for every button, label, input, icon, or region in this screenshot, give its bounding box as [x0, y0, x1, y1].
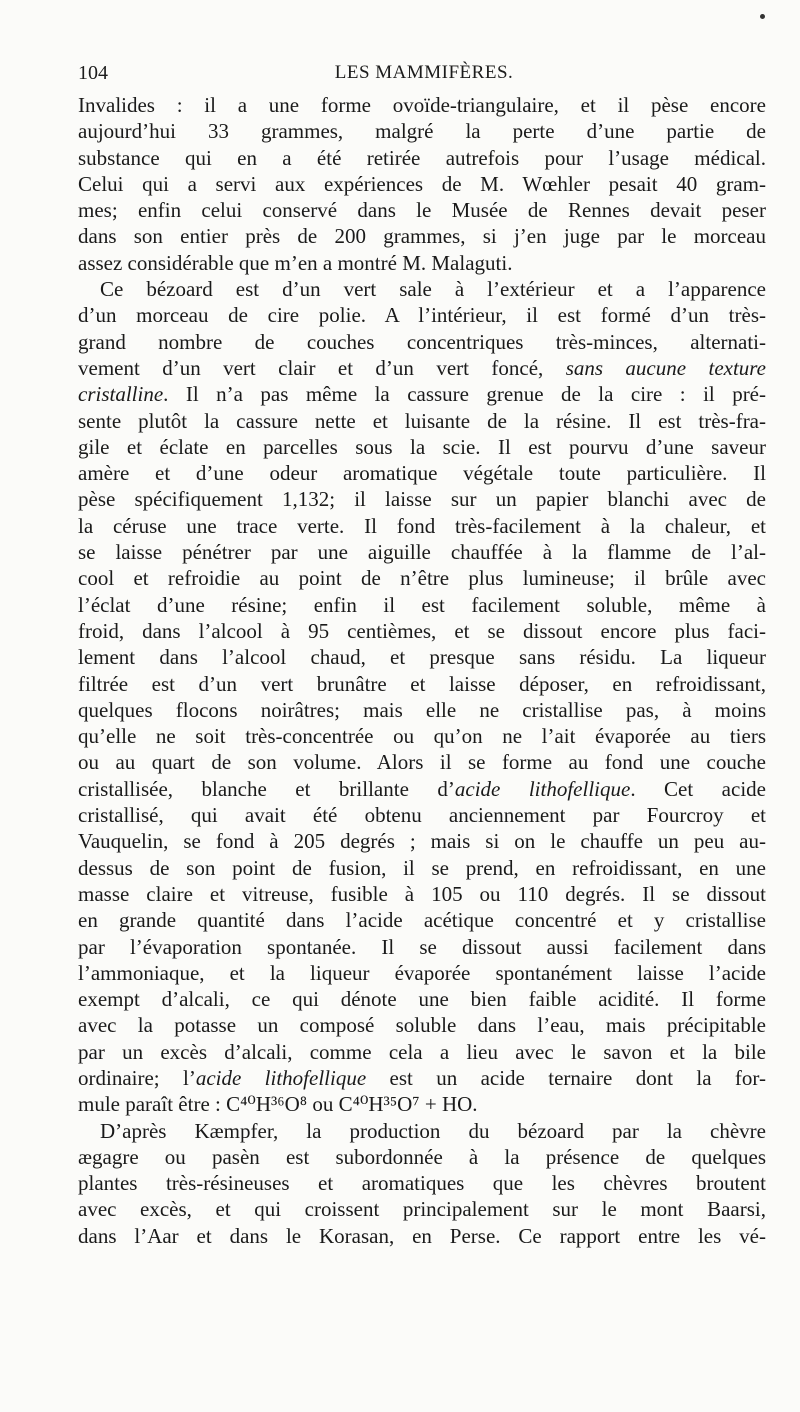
text-line: se laisse pénétrer par une aiguille chauffée à la flamme de l’al- [78, 540, 766, 565]
text-line: ægagre ou pasèn est subordonnée à la présence de quelques [78, 1144, 766, 1169]
text-line: l’ammoniaque, et la liqueur évaporée spontanément laisse l’acide [78, 960, 766, 985]
text-line: la céruse une trace verte. Il fond très-facilement à la chaleur, et [78, 513, 766, 538]
text-line: cool et refroidie au point de n’être plus lumineuse; il brûle avec [78, 566, 766, 591]
text-line: par un excès d’alcali, comme cela a lieu avec le savon et la bile [78, 1039, 766, 1064]
text-line: vement d’un vert clair et d’un vert foncé, sans aucune texture [78, 355, 767, 380]
text-line: substance qui en a été retirée autrefois pour l’usage médical. [78, 145, 766, 170]
text-line: cristalline. Il n’a pas même la cassure grenue de la cire : il pré- [78, 382, 766, 407]
text-line: amère et d’une odeur aromatique végétale toute particulière. Il [78, 461, 766, 486]
text-line: grand nombre de couches concentriques très-minces, alternati- [78, 329, 766, 354]
page-header [78, 58, 770, 88]
text-line: lement dans l’alcool chaud, et presque sans résidu. La liqueur [78, 645, 766, 670]
text-line: Ce bézoard est d’un vert sale à l’extérieur et a l’apparence [100, 277, 766, 302]
text-line: plantes très-résineuses et aromatiques que les chèvres broutent [78, 1171, 766, 1196]
text-line: dans son entier près de 200 grammes, si j’en juge par le morceau [78, 224, 766, 249]
text-line: filtrée est d’un vert brunâtre et laisse déposer, en refroidissant, [78, 671, 766, 696]
text-line: dans l’Aar et dans le Korasan, en Perse. Ce rapport entre les vé- [78, 1223, 766, 1248]
text-line: gile et éclate en parcelles sous la scie. Il est pourvu d’une saveur [78, 434, 766, 459]
ink-speck [760, 14, 765, 19]
text-line: sente plutôt la cassure nette et luisante de la résine. Il est très-fra- [78, 408, 766, 433]
text-line: par l’évaporation spontanée. Il se dissout aussi facilement dans [78, 934, 766, 959]
text-line: Celui qui a servi aux expériences de M. Wœhler pesait 40 gram- [78, 171, 766, 196]
text-line: assez considérable que m’en a montré M. Malaguti. [78, 250, 513, 275]
text-line: cristallisé, qui avait été obtenu anciennement par Fourcroy et [78, 803, 766, 828]
page-number: 104 [78, 62, 108, 84]
text-line: froid, dans l’alcool à 95 centièmes, et se dissout encore plus faci- [78, 618, 766, 643]
text-line: quelques flocons noirâtres; mais elle ne cristallise pas, à moins [78, 697, 766, 722]
text-line: ordinaire; l’acide lithofellique est un acide ternaire dont la for- [78, 1065, 766, 1090]
text-line: d’un morceau de cire polie. A l’intérieur, il est formé d’un très- [78, 303, 766, 328]
body-text [78, 92, 766, 1249]
text-line: Invalides : il a une forme ovoïde-triangulaire, et il pèse encore [78, 93, 766, 117]
text-line: ou au quart de son volume. Alors il se forme au fond une couche [78, 750, 766, 775]
text-line: D’après Kæmpfer, la production du bézoard par la chèvre [100, 1118, 766, 1143]
text-line: mule paraît être : C⁴⁰H³⁶O⁸ ou C⁴⁰H³⁵O⁷ + HO. [78, 1092, 478, 1117]
text-line: aujourd’hui 33 grammes, malgré la perte d’une partie de [78, 119, 766, 144]
text-line: avec la potasse un composé soluble dans l’eau, mais précipitable [78, 1013, 766, 1038]
running-title: LES MAMMIFÈRES. [334, 62, 514, 83]
text-line: avec excès, et qui croissent principalement sur le mont Baarsi, [78, 1197, 766, 1222]
text-line: Vauquelin, se fond à 205 degrés ; mais si on le chauffe un peu au- [78, 829, 766, 854]
text-line: qu’elle ne soit très-concentrée ou qu’on ne l’ait évaporée au tiers [78, 724, 766, 749]
text-line: mes; enfin celui conservé dans le Musée de Rennes devait peser [78, 198, 766, 223]
text-line: cristallisée, blanche et brillante d’acide lithofellique. Cet acide [78, 776, 766, 801]
text-line: masse claire et vitreuse, fusible à 105 ou 110 degrés. Il se dissout [78, 881, 766, 906]
text-line: pèse spécifiquement 1,132; il laisse sur un papier blanchi avec de [78, 487, 766, 512]
text-line: dessus de son point de fusion, il se prend, en refroidissant, en une [78, 855, 766, 880]
text-line: l’éclat d’une résine; enfin il est facilement soluble, même à [78, 592, 766, 617]
text-line: en grande quantité dans l’acide acétique concentré et y cristallise [78, 908, 766, 933]
text-line: exempt d’alcali, ce qui dénote une bien faible acidité. Il forme [78, 987, 766, 1012]
